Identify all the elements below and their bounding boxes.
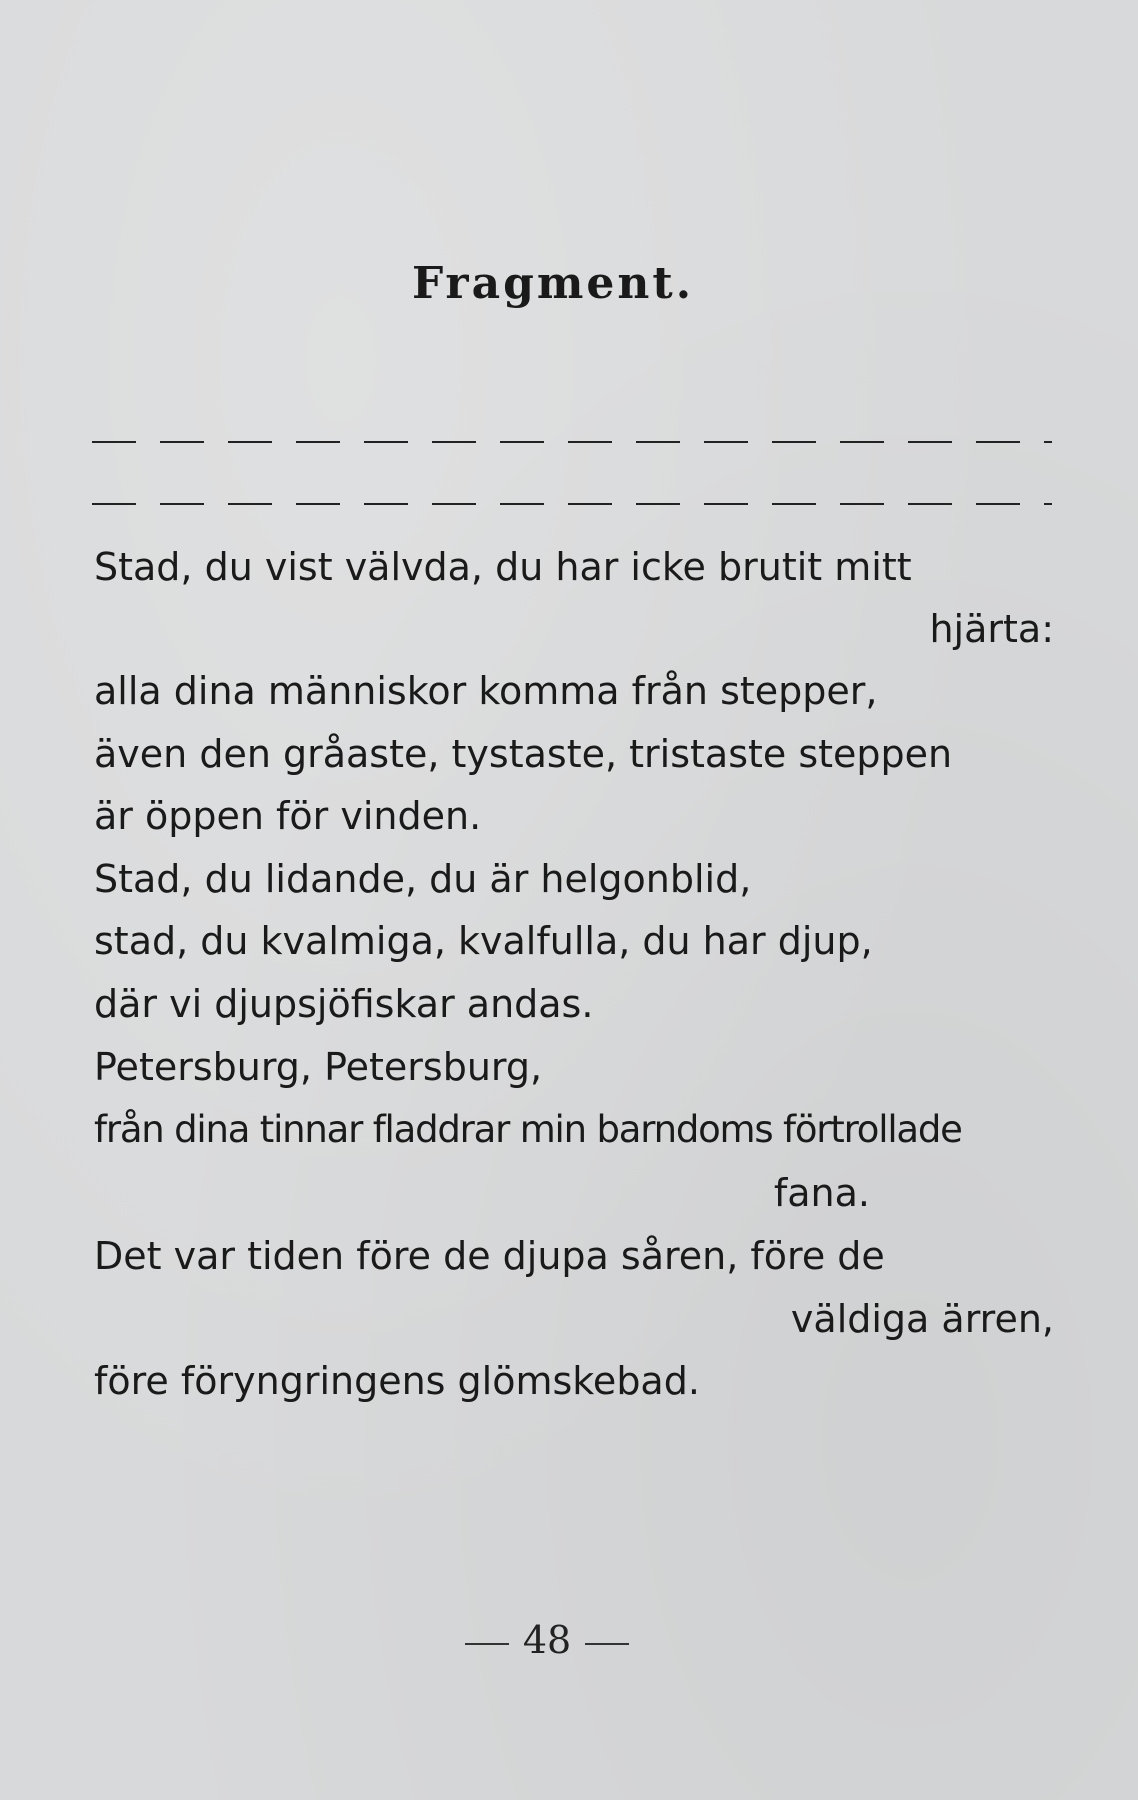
poem-line: alla dina människor komma från stepper,: [94, 669, 878, 713]
poem-line: även den gråaste, tystaste, tristaste steppen: [94, 732, 953, 776]
poem-line: Petersburg, Petersburg,: [94, 1045, 543, 1089]
poem-line: före föryngringens glömskebad.: [94, 1359, 700, 1403]
poem-line: Stad, du vist välvda, du har icke brutit mitt: [94, 545, 912, 589]
poem-line: Stad, du lidande, du är helgonblid,: [94, 857, 752, 901]
poem-line: från dina tinnar fladdrar min barndoms förtrollade: [94, 1108, 962, 1151]
poem-line: fana.: [773, 1171, 870, 1215]
poem-line: väldiga ärren,: [790, 1297, 1054, 1341]
page-number-dash-left: [465, 1643, 509, 1645]
poem-line: Det var tiden före de djupa såren, före de: [94, 1234, 885, 1278]
page-number-text: 48: [522, 1618, 572, 1662]
poem-line: stad, du kvalmiga, kvalfulla, du har djup,: [94, 919, 873, 963]
poem-line: hjärta:: [929, 607, 1054, 651]
poem-line: är öppen för vinden.: [94, 794, 482, 838]
poem-line: där vi djupsjöfiskar andas.: [94, 982, 594, 1026]
page-number-dash-right: [585, 1643, 629, 1645]
page-number: [0, 1618, 1116, 1662]
poem-title: Fragment.: [411, 258, 695, 309]
